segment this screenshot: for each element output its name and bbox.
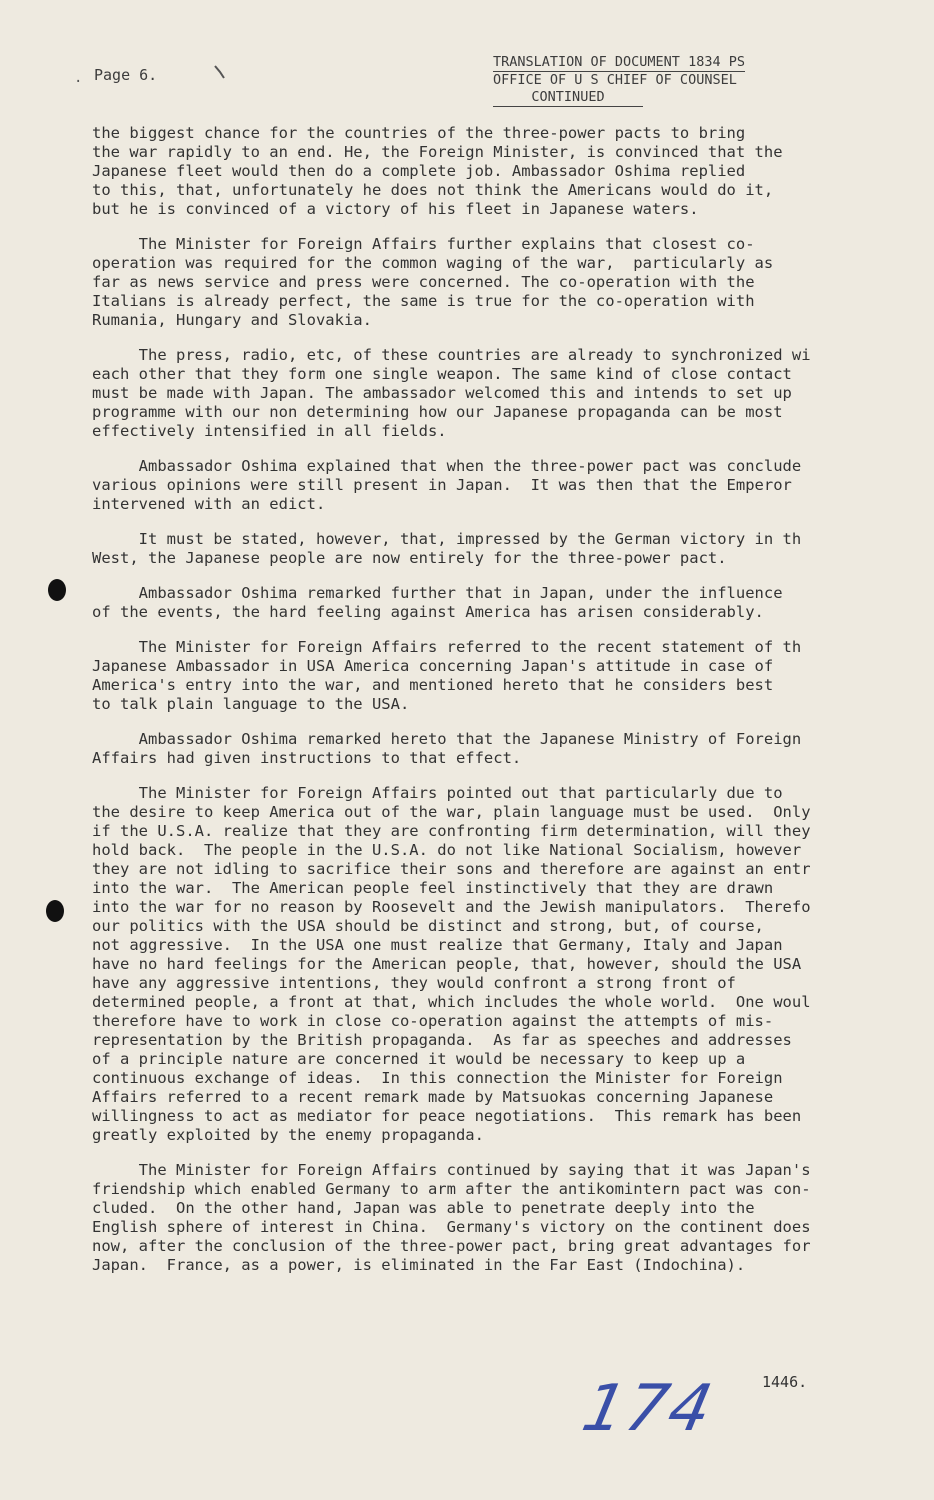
margin-dot: .	[74, 70, 83, 86]
paragraph: It must be stated, however, that, impressed by the German victory in th West, the Japanese people are now entirely for the three-power pact.	[92, 530, 802, 567]
punch-hole	[46, 900, 64, 922]
header-office: OFFICE OF U S CHIEF OF COUNSEL	[493, 72, 737, 88]
paragraph: The Minister for Foreign Affairs pointed out that particularly due to the desire to keep America out of the war, plain language must be used. Only if the U.S.A. realize that they are confronting firm determination, will they hold back. The people in the U.S.A. do not like National Socialism, however they are not idling to sacrifice their sons and therefore are against an entr into the war. The American people feel instinctively that they are drawn into the war for no reason by Roosevelt and the Jewish manipulators. Therefo our politics with the USA should be distinct and strong, but, of course, not aggressive. In the USA one must realize that Germany, Italy and Japan have no hard feelings for the American people, that, however, should the USA have any aggressive intentions, they would confront a strong front of determined people, a front at that, which includes the whole world. One woul therefore have to work in close co-operation against the attempts of mis- representation by the British propaganda. As far as speeches and addresses of a principle nature are concerned it would be necessary to keep up a continuous exchange of ideas. In this connection the Minister for Foreign Affairs referred to a recent remark made by Matsuokas concerning Japanese willingness to act as mediator for peace negotiations. This remark has been greatly exploited by the enemy propaganda.	[92, 784, 811, 1144]
page-number: Page 6.	[94, 66, 158, 84]
document-body	[92, 124, 852, 1291]
paragraph: The Minister for Foreign Affairs further explains that closest co- operation was required for the common waging of the war, particularly as far as news service and press were concerned. The co-operation with the Italians is already perfect, the same is true for the co-operation with Rumania, Hungary and Slovakia.	[92, 235, 774, 329]
paragraph: Ambassador Oshima remarked further that in Japan, under the influence of the events, the hard feeling against America has arisen considerably.	[92, 584, 783, 621]
punch-hole	[48, 579, 66, 601]
document-number: 1446.	[762, 1373, 808, 1391]
header-continued: CONTINUED	[493, 89, 643, 107]
handwritten-page-number: 174	[576, 1372, 721, 1446]
paragraph: Ambassador Oshima explained that when the three-power pact was conclude various opinions were still present in Japan. It was then that the Emperor intervened with an edict.	[92, 457, 802, 513]
document-header	[493, 54, 803, 107]
header-title: TRANSLATION OF DOCUMENT 1834 PS	[493, 54, 745, 70]
paragraph: The Minister for Foreign Affairs continued by saying that it was Japan's friendship which enabled Germany to arm after the antikomintern pact was con- cluded. On the other hand, Japan was able to penetrate deeply into the English sphere of interest in China. Germany's victory on the continent does now, after the conclusion of the three-power pact, bring great advantages for Japan. France, as a power, is eliminated in the Far East (Indochina).	[92, 1161, 811, 1274]
paragraph: The press, radio, etc, of these countries are already to synchronized wi each other that they form one single weapon. The same kind of close contact must be made with Japan. The ambassador welcomed this and intends to set up programme with our non determining how our Japanese propaganda can be most effectively intensified in all fields.	[92, 346, 811, 440]
paragraph: Ambassador Oshima remarked hereto that the Japanese Ministry of Foreign Affairs had given instructions to that effect.	[92, 730, 802, 767]
pencil-check-mark	[214, 64, 226, 80]
paragraph: the biggest chance for the countries of the three-power pacts to bring the war rapidly to an end. He, the Foreign Minister, is convinced that the Japanese fleet would then do a complete job. Ambassador Oshima replied to this, that, unfortunately he does not think the Americans would do it, but he is convinced of a victory of his fleet in Japanese waters.	[92, 124, 783, 218]
paragraph: The Minister for Foreign Affairs referred to the recent statement of th Japanese Ambassador in USA America concerning Japan's attitude in case of America's entry into the war, and mentioned hereto that he considers best to talk plain language to the USA.	[92, 638, 802, 713]
